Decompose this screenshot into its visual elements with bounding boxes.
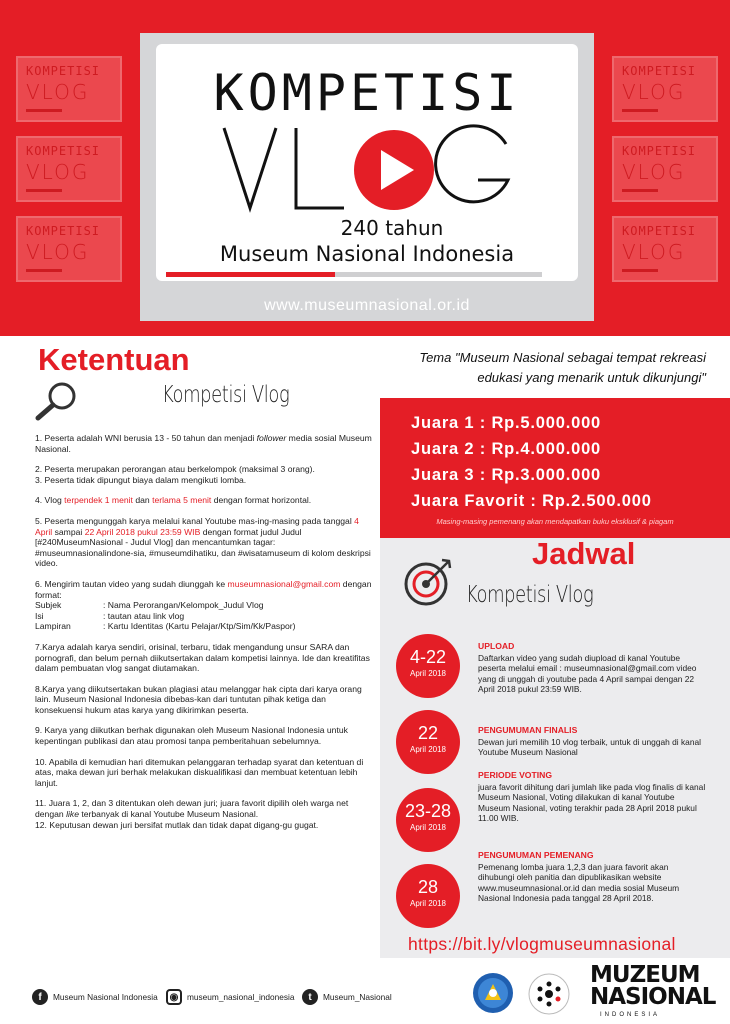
date-circle: 22 April 2018 — [396, 710, 460, 774]
prize-box — [380, 398, 730, 538]
rule-8: 8.Karya yang diikutsertakan bukan plagiasi atau melanggar hak cipta dari karya orang lain. Museum Nasional Indonesia dibebas-kan dari tuntutan pihak ketiga dan konsekuensi hukum atas karya yang dikirimkan peserta. — [35, 683, 362, 715]
facebook-link[interactable]: f Museum Nasional Indonesia — [32, 987, 158, 1007]
vlog-logo — [216, 120, 516, 216]
anniversary-logo-icon — [527, 972, 571, 1016]
rule-2: 2. Peserta merupakan perorangan atau berkelompok (maksimal 3 orang). — [35, 464, 315, 475]
rules-list — [35, 433, 375, 840]
date-circle: 4-22 April 2018 — [396, 634, 460, 698]
rule-3: 3. Peserta tidak dipungut biaya dalam mengikuti lomba. — [35, 474, 247, 485]
rule-12: 12. Keputusan dewan juri bersifat mutlak dan tidak dapat digang-gu gugat. — [35, 819, 319, 830]
prize-juara-2: Juara 2 : Rp.4.000.000 — [411, 440, 602, 458]
prize-juara-3: Juara 3 : Rp.3.000.000 — [411, 466, 602, 484]
mini-vlog-card: KOMPETISI VLOG — [612, 56, 718, 122]
title-board — [140, 33, 594, 321]
magnifier-icon — [32, 378, 80, 422]
facebook-icon: f — [32, 989, 48, 1005]
target-icon — [402, 556, 454, 608]
email-link[interactable]: museumnasional@gmail.com — [227, 578, 341, 589]
rule-4: 4. Vlog terpendek 1 menit dan terlama 5 menit dengan format horizontal. — [35, 495, 312, 506]
mini-vlog-card: KOMPETISI VLOG — [16, 136, 122, 202]
rule-6: 6. Mengirim tautan video yang sudah diunggah ke museumnasional@gmail.com dengan format: Subjek : Nama Perorangan/Kelompok_Judul Vlog Isi : tautan atau link vlog Lampiran : Kartu Identitas (Kartu Pelajar/Ktp/Sim/Kk/Paspor) — [35, 578, 372, 632]
mini-vlog-card: KOMPETISI VLOG — [612, 136, 718, 202]
subtitle-museum: Museum Nasional Indonesia — [219, 242, 515, 266]
mini-vlog-card: KOMPETISI VLOG — [16, 56, 122, 122]
shortlink[interactable]: https://bit.ly/vlogmuseumnasional — [408, 934, 676, 954]
museum-nasional-logo: MUZEUM NASIONAL INDONESIA — [590, 962, 716, 1018]
mini-vlog-card: KOMPETISI VLOG — [16, 216, 122, 282]
jadwal-title: Jadwal — [532, 536, 636, 571]
rule-5: 5. Peserta mengunggah karya melalui kanal Youtube mas-ing-masing pada tanggal 4 April sampai 22 April 2018 pukul 23:59 WIB dengan format judul Judul [#240MuseumNasional - Judul Vlog] dan mencantumkan tagar: #museumnasionalindone-sia, #museumdihatiku, dan #wisatamuseum di kolom deskripsi video. — [35, 515, 371, 569]
tut-wuri-logo-icon — [472, 972, 514, 1014]
twitter-icon: t — [302, 989, 318, 1005]
rule-11: 11. Juara 1, 2, dan 3 ditentukan oleh dewan juri; juara favorit dipilih oleh warga net dengan like terbanyak di kanal Youtube Museum Nasional. — [35, 798, 349, 820]
date-circle: 28 April 2018 — [396, 864, 460, 928]
rule-9: 9. Karya yang diikutkan berhak digunakan oleh Museum Nasional Indonesia untuk kepentingan publikasi dan atau promosi tanpa pemberitahuan sebelumnya. — [35, 725, 348, 747]
prize-favorit: Juara Favorit : Rp.2.500.000 — [411, 492, 652, 510]
schedule-event-pemenang: PENGUMUMAN PEMENANG Pemenang lomba juara 1,2,3 dan juara favorit akan dihubungi oleh panitia dan dipublikasikan website www.museumnasional.or.id dan media sosial Museum Nasional Indonesia pada tanggal 28 April 2018. — [478, 850, 680, 903]
jadwal-subtitle: Kompetisi Vlog — [466, 582, 594, 608]
rule-7: 7.Karya adalah karya sendiri, orisinal, terbaru, tidak mengandung unsur SARA dan pornografi, dan belum pernah diikutsertakan dalam kompetisi lainnya. Ide dan kreatifitas dalam pembuatan vlog sangat diutamakan. — [35, 641, 370, 674]
date-circle: 23-28 April 2018 — [396, 788, 460, 852]
website-link[interactable]: www.museumnasional.or.id — [264, 297, 470, 314]
prize-juara-1: Juara 1 : Rp.5.000.000 — [411, 414, 602, 432]
prize-note: Masing-masing pemenang akan mendapatkan buku eksklusif & piagam — [436, 517, 674, 526]
schedule-event-upload: UPLOAD Daftarkan video yang sudah diupload di kanal Youtube peserta melalui email : museumnasional@gmail.com video yang di unggah di youtube pada 4 April sampai dengan 22 April 2018 pukul 23:59 WIB. — [478, 641, 697, 694]
rule-1: 1. Peserta adalah WNI berusia 13 - 50 tahun dan menjadi follower media sosial Museum Nasional. — [35, 433, 372, 454]
twitter-link[interactable]: t Museum_Nasional — [302, 987, 392, 1007]
progress-fill — [166, 272, 335, 277]
rule-10: 10. Apabila di kemudian hari ditemukan pelanggaran terhadap syarat dan ketentuan di atas, maka dewan juri berhak melakukan diskualifikasi dan membuat ketentuan lebih lanjut. — [35, 756, 364, 788]
poster-header — [0, 0, 730, 336]
ketentuan-subtitle: Kompetisi Vlog — [162, 382, 290, 408]
instagram-link[interactable]: ◉ museum_nasional_indonesia — [166, 987, 294, 1007]
page-title: KOMPETISI — [213, 64, 521, 122]
ketentuan-title: Ketentuan — [38, 342, 190, 377]
subtitle-years: 240 tahun — [340, 216, 444, 240]
title-card — [156, 44, 578, 281]
schedule-event-finalis: PENGUMUMAN FINALIS Dewan juri memilih 10 vlog terbaik, untuk di unggah di kanal Youtube Museum Nasional — [478, 725, 701, 758]
mini-vlog-card: KOMPETISI VLOG — [612, 216, 718, 282]
theme-text: Tema "Museum Nasional sebagai tempat rekreasi edukasi yang menarik untuk dikunjungi" — [419, 350, 706, 385]
instagram-icon: ◉ — [166, 989, 182, 1005]
video-progress-bar — [166, 272, 542, 277]
schedule-event-voting: PERIODE VOTING juara favorit dihitung dari jumlah like pada vlog finalis di kanal Museum Nasional, Voting dilakukan di kanal Youtube Museum Nasional, voting terakhir pada 28 April 2018 pukul 11.00 WIB. — [478, 770, 706, 823]
